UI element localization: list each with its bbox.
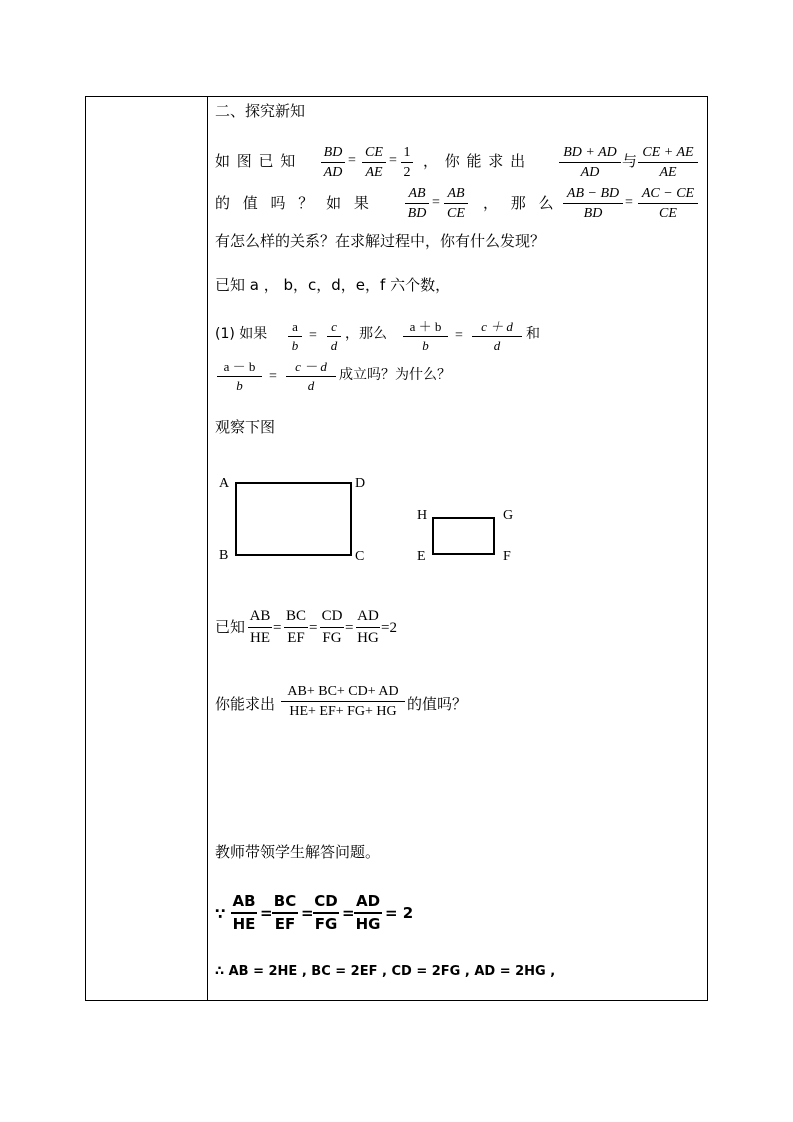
fraction-c-plus-d [472,320,522,354]
equals-sign: = [342,904,355,922]
fraction-ab-bd [405,186,429,222]
section-title: 二、探究新知 [215,102,306,120]
denominator: FG [314,914,338,933]
because-fraction-1 [231,893,257,932]
denominator: FG [322,629,342,646]
denominator: AD [323,165,343,181]
numerator: BC [285,608,306,624]
conjunction-and: 和 [526,326,540,342]
numerator: BD + AD [563,145,617,160]
denominator: d [330,338,338,354]
denominator: HE+ EF+ FG+ HG [289,704,397,720]
numerator: AB [232,892,256,910]
equals-sign: = [260,904,273,922]
fraction-c-minus-d [286,360,336,394]
denominator: d [307,378,315,394]
fraction-ce-ae [362,145,386,181]
equals-sign: = [625,195,633,210]
numerator: c ＋ d [481,319,513,334]
teacher-line: 教师带领学生解答问题。 [215,843,381,861]
numerator: AD [355,892,381,910]
equals-sign: = [309,328,317,343]
conjunction-yu: 与 [622,152,638,170]
numerator: CE + AE [642,145,694,160]
denominator: b [422,338,429,354]
denominator: HE [232,914,256,933]
denominator: CE [447,206,465,222]
ask-tail: 的值吗？ [407,695,468,713]
fraction-ab-ce [444,186,468,222]
denominator: b [291,338,299,354]
denominator: HG [355,914,381,933]
because-fraction-4 [354,893,382,932]
numerator: c － d [295,359,327,374]
denominator: EF [287,629,305,646]
rectangle-hgfe [432,517,495,555]
numerator: a ＋ b [409,319,442,334]
numerator: 1 [403,145,411,160]
denominator: EF [274,914,296,933]
equals-sign: = [301,904,314,922]
denominator: BD [583,206,603,222]
given-fraction-2 [284,608,308,646]
equals-sign: = [455,328,463,343]
numerator: AB − BD [566,186,620,201]
fraction-bd-plus-ad [559,145,621,181]
q1-mid-text: ， 你 能 求 出 [423,152,527,170]
because-fraction-2 [272,893,298,932]
fraction-bd-ad [321,145,345,181]
numerator: CD [314,892,338,910]
denominator: HG [357,629,379,646]
given-fraction-4 [356,608,380,646]
vertex-label-e: E [417,549,426,564]
denominator: 2 [403,165,411,181]
numerator: AB [447,186,465,201]
vertex-label-d: D [355,476,366,491]
vertex-label-b: B [219,548,229,563]
equals-sign: = [432,195,440,210]
therefore-line: ∴ AB = 2HE , BC = 2EF , CD = 2FG , AD = 2HG , [215,964,556,979]
fraction-ab-minus-bd [563,186,623,222]
ask-lead: 你能求出 [215,695,276,713]
equals-sign: = [389,153,397,168]
numerator: CD [321,608,343,624]
numerator: BC [273,892,297,910]
ask-fraction [281,684,405,720]
q1-line2-mid: ， 那 么 [483,194,558,212]
equals-sign: = [345,620,354,636]
because-fraction-3 [313,893,339,932]
fraction-ce-plus-ae [638,145,698,181]
fraction-c-d [327,320,341,354]
observe-label: 观察下图 [215,418,276,436]
fraction-a-b [288,320,302,354]
q1-lead: 如 图 已 知 [215,152,297,170]
numerator: a [292,319,298,334]
numerator: AC − CE [641,186,695,201]
known-numbers-line: 已知 a ， b，c，d，e，f 六个数， [215,276,451,294]
fraction-ac-minus-ce [638,186,698,222]
equals-sign: = [309,620,318,636]
denominator: AE [365,165,383,181]
given-fraction-1 [248,608,272,646]
numerator: AB [249,608,271,624]
vertex-label-a: A [219,476,230,491]
denominator: BD [407,206,427,222]
numerator: AD [357,608,379,624]
numerator: AB+ BC+ CD+ AD [287,684,399,699]
given-result: =2 [381,620,397,636]
numerator: CE [365,145,383,160]
vertex-label-c: C [355,549,365,564]
given-fraction-3 [320,608,344,646]
rectangle-abcd [235,482,352,556]
q1-line3: 有怎么样的关系？在求解过程中，你有什么发现？ [215,232,546,250]
column-divider [207,97,208,1000]
equals-sign: = [269,369,277,384]
denominator: d [493,338,501,354]
vertex-label-h: H [417,508,428,523]
fraction-a-minus-b [217,360,262,394]
q2-tail: 成立吗？为什么？ [339,367,451,383]
numerator: c [331,319,337,334]
because-symbol: ∵ [215,905,226,923]
numerator: a － b [223,359,256,374]
denominator: HE [250,629,270,646]
numerator: AB [408,186,426,201]
denominator: AD [580,165,600,181]
q1-line2-lead: 的 值 吗 ？ 如 果 [215,194,373,212]
denominator: b [236,378,243,394]
fraction-one-half [401,145,413,181]
fraction-a-plus-b [403,320,448,354]
q2-then: ，那么 [345,326,387,342]
q2-label: (1) 如果 [215,326,268,342]
numerator: BD [323,145,343,160]
denominator: AE [659,165,677,181]
because-result: = 2 [385,904,414,922]
given-lead: 已知 [215,618,246,636]
equals-sign: = [273,620,282,636]
denominator: CE [659,206,677,222]
vertex-label-g: G [503,508,514,523]
vertex-label-f: F [503,549,511,564]
equals-sign: = [348,153,356,168]
